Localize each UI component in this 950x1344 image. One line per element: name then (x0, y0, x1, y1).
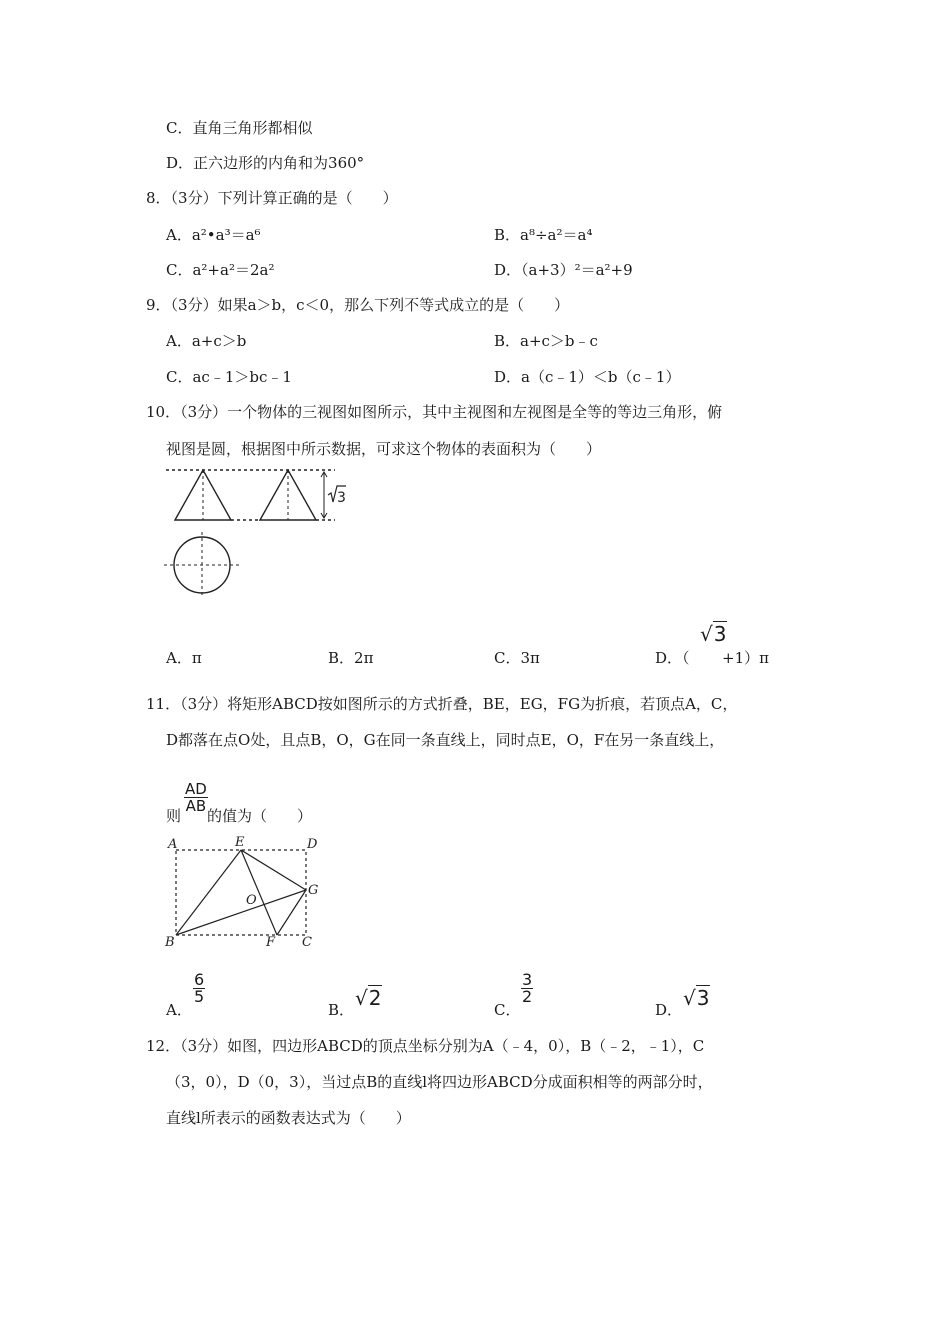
q11-option-a-fraction: $\frac{6}{5}$ (194, 970, 205, 1006)
q9-stem: 9．（3分）如果a＞b，c＜0，那么下列不等式成立的是（ ） (146, 296, 570, 314)
q11-label-o: O (246, 893, 257, 908)
q10-option-d-radical: √3 (700, 622, 727, 646)
q7-option-c: C．直角三角形都相似 (166, 119, 313, 137)
q11-stem-line2: D都落在点O处，且点B，O，G在同一条直线上，同时点E，O，F在另一条直线上， (166, 731, 725, 749)
q11-stem-line3-prefix: 则 (166, 807, 182, 825)
q11-label-e: E (235, 835, 245, 850)
q9-option-a: A．a+c＞b (166, 332, 247, 350)
q8-option-d: D．（a+3）²＝a²+9 (494, 261, 633, 279)
q8-stem: 8．（3分）下列计算正确的是（ ） (146, 189, 398, 207)
q12-stem-line1: 12．（3分）如图，四边形ABCD的顶点坐标分别为A（﹣4，0），B（﹣2，﹣1），C (146, 1037, 705, 1055)
q11-crease-eg (241, 850, 306, 890)
q11-crease-fg (277, 890, 306, 935)
q10-option-c: C．3π (494, 649, 540, 667)
q11-label-a: A (168, 837, 178, 852)
q11-option-c-fraction: $\frac{3}{2}$ (522, 970, 533, 1006)
q11-option-b-radical: √2 (355, 986, 382, 1010)
q11-label-f: F (266, 935, 276, 950)
q11-option-d-radical: √3 (683, 986, 710, 1010)
q11-ratio-fraction: $\frac{AD}{AB}$ (185, 780, 207, 815)
q10-three-view-figure (160, 462, 360, 602)
q11-option-c-label: C． (494, 1001, 521, 1019)
q11-option-d-label: D． (655, 1001, 683, 1019)
q11-label-b: B (165, 935, 175, 950)
q9-option-b: B．a+c＞b﹣c (494, 332, 598, 350)
q11-crease-be (176, 850, 241, 935)
q11-option-b-label: B． (328, 1001, 355, 1019)
q11-rectangle-abcd (176, 850, 306, 935)
svg-text:3: 3 (337, 490, 346, 506)
q10-dimension-label (328, 486, 346, 506)
q10-option-b: B．2π (328, 649, 374, 667)
q12-stem-line3: 直线l所表示的函数表达式为（ ） (166, 1109, 411, 1127)
q9-option-c: C．ac﹣1＞bc﹣1 (166, 368, 292, 386)
q10-option-d-suffix: +1）π (722, 649, 769, 667)
q9-option-d: D．a（c﹣1）＜b（c﹣1） (494, 368, 681, 386)
q10-stem-line1: 10．（3分）一个物体的三视图如图所示，其中主视图和左视图是全等的等边三角形，俯 (146, 403, 723, 421)
q11-label-c: C (302, 935, 312, 950)
q12-stem-line2: （3，0），D（0，3），当过点B的直线l将四边形ABCD分成面积相等的两部分时， (166, 1073, 713, 1091)
q11-label-g: G (308, 883, 319, 898)
q7-option-d: D．正六边形的内角和为360° (166, 154, 365, 172)
q11-stem-line1: 11．（3分）将矩形ABCD按如图所示的方式折叠，BE，EG，FG为折痕，若顶点A，C， (146, 695, 738, 713)
q8-option-b: B．a⁸÷a²＝a⁴ (494, 226, 593, 244)
q11-option-a-label: A． (166, 1001, 192, 1019)
q11-rectangle-fold-figure (160, 832, 330, 956)
q8-option-c: C．a²+a²＝2a² (166, 261, 275, 279)
q11-label-d: D (307, 837, 318, 852)
q10-stem-line2: 视图是圆，根据图中所示数据，可求这个物体的表面积为（ ） (166, 440, 602, 458)
q11-line-bg (176, 890, 306, 935)
q11-stem-line3-suffix: 的值为（ ） (207, 807, 313, 825)
q10-option-a: A．π (166, 649, 202, 667)
q8-option-a: A．a²•a³＝a⁶ (166, 226, 261, 244)
q10-option-d-prefix: D．（ (655, 649, 690, 667)
